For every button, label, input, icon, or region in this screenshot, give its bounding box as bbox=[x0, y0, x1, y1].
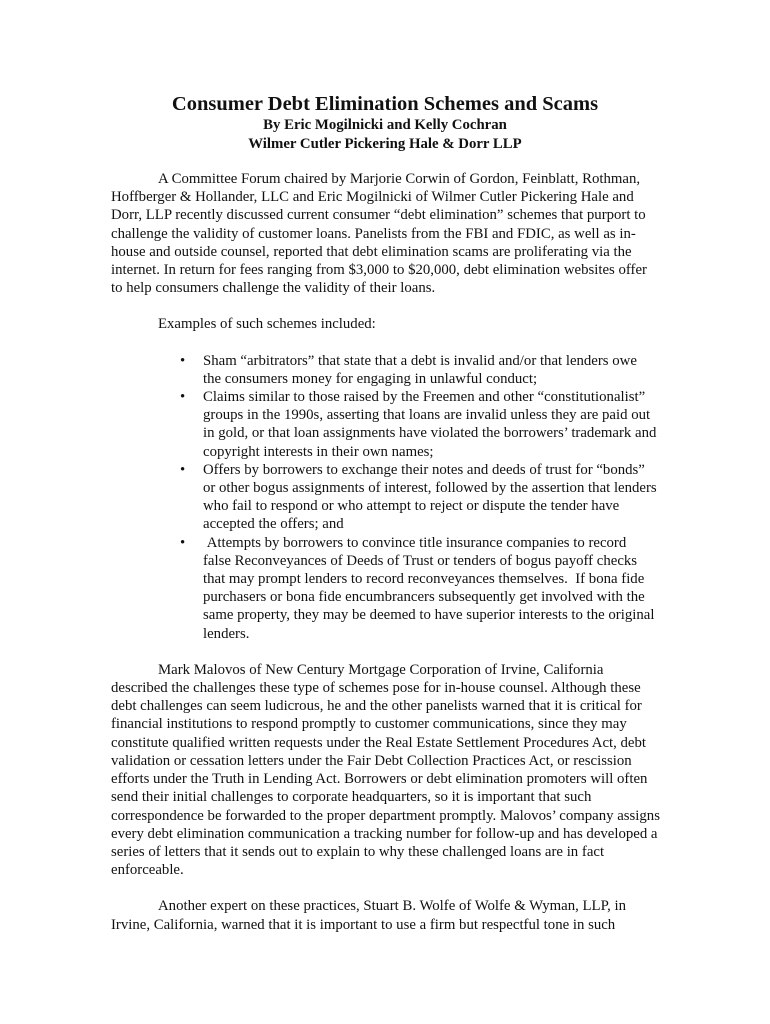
bullet-text: Offers by borrowers to exchange their notes and deeds of trust for “bonds” or other bogus assignments of interest, followed by the assertion that lenders who fail to respond or who attempt to reject or dispute the tender have accepted the offers; and bbox=[203, 461, 657, 533]
bullet-icon: • bbox=[180, 389, 186, 406]
document-body bbox=[111, 170, 661, 934]
title-block bbox=[0, 92, 770, 154]
document-title: Consumer Debt Elimination Schemes and Scams bbox=[171, 93, 599, 115]
examples-lead-paragraph: Examples of such schemes included: bbox=[158, 316, 376, 333]
bullet-text: Sham “arbitrators” that state that a debt is invalid and/or that lenders owe the consumers money for engaging in unlawful conduct; bbox=[203, 352, 637, 387]
intro-paragraph: A Committee Forum chaired by Marjorie Corwin of Gordon, Feinblatt, Rothman, Hoffberger & Hollander, LLC and Eric Mogilnicki of Wilmer Cutler Pickering Hale and Dorr, LLP recently discussed current consumer “debt elimination” schemes that purport to challenge the validity of customer loans. Panelists from the FBI and FDIC, as well as in-house and outside counsel, reported that debt elimination scams are proliferating via the internet. In return for fees ranging from $3,000 to $20,000, debt elimination websites offer to help consumers challenge the validity of their loans. bbox=[111, 171, 647, 297]
schemes-bullet-list bbox=[111, 352, 661, 643]
list-item bbox=[111, 461, 661, 534]
document-authors: By Eric Mogilnicki and Kelly Cochran bbox=[263, 117, 507, 133]
bullet-text: Claims similar to those raised by the Freemen and other “constitutionalist” groups in the 1990s, asserting that loans are invalid unless they are paid out in gold, or that loan assignments have violated the borrowers’ trademark and copyright interests in their own names; bbox=[203, 389, 657, 460]
list-item bbox=[111, 534, 661, 643]
bullet-text: Attempts by borrowers to convince title insurance companies to record false Reconveyances of Deeds of Trust or tenders of bogus payoff checks that may prompt lenders to record reconveyances themselves. If bona fide purchasers or bona fide encumbrancers subsequently get involved with the same property, they may be deemed to have superior interests to the original lenders. bbox=[203, 534, 659, 642]
bullet-icon: • bbox=[180, 352, 186, 369]
wolfe-paragraph: Another expert on these practices, Stuart B. Wolfe of Wolfe & Wyman, LLP, in Irvine, California, warned that it is important to use a firm but respectful tone in such bbox=[111, 898, 627, 933]
document-firm: Wilmer Cutler Pickering Hale & Dorr LLP bbox=[248, 136, 522, 152]
malovos-paragraph: Mark Malovos of New Century Mortgage Corporation of Irvine, California described the challenges these type of schemes pose for in-house counsel. Although these debt challenges can seem ludicrous, he and the other panelists warned that it is critical for financial institutions to respond promptly to customer communications, since they may constitute qualified written requests under the Real Estate Settlement Procedures Act, debt validation or cessation letters under the Fair Debt Collection Practices Act, or rescission efforts under the Truth in Lending Act. Borrowers or debt elimination promoters will often send their initial challenges to corporate headquarters, so it is important that such correspondence be forwarded to the proper department promptly. Malovos’ company assigns every debt elimination communication a tracking number for follow-up and has developed a series of letters that it sends out to explain to why these challenged loans are in fact enforceable. bbox=[111, 661, 660, 879]
list-item bbox=[111, 352, 661, 388]
bullet-icon: • bbox=[180, 461, 186, 478]
list-item bbox=[111, 388, 661, 461]
bullet-icon: • bbox=[180, 534, 186, 551]
